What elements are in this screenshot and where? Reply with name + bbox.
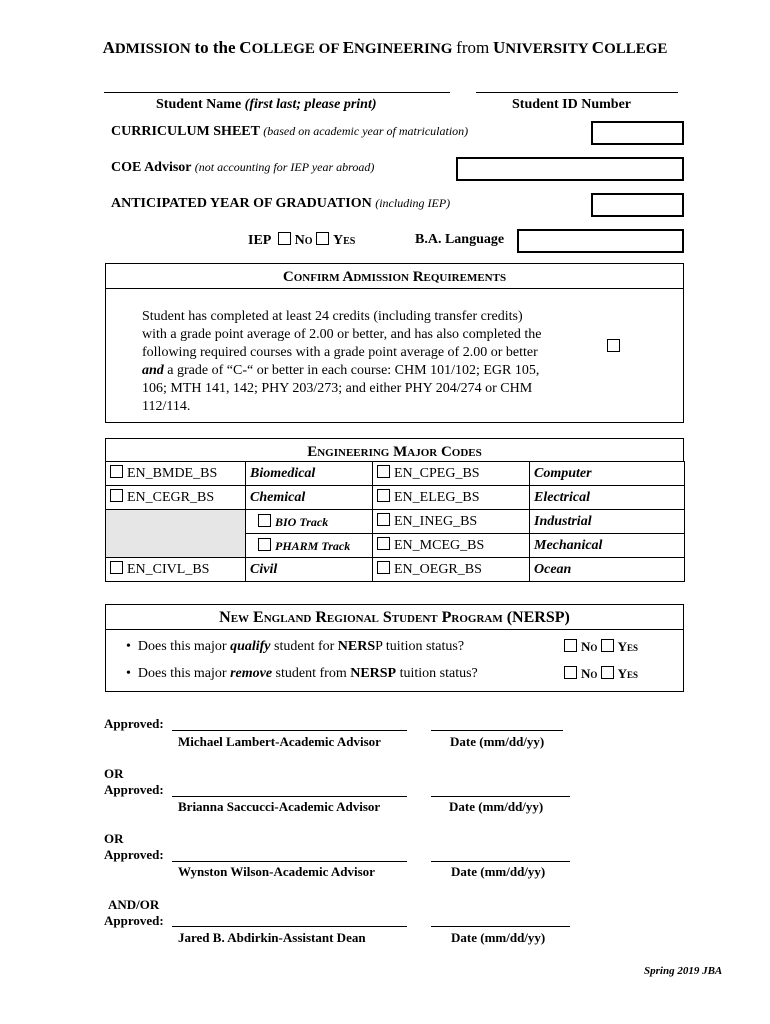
table-row [106,462,685,486]
codes-header-box [105,438,684,461]
or-label: OR [104,766,124,781]
date-line[interactable] [431,796,570,797]
code-cell: EN_BMDE_BS [106,462,246,486]
table-row [106,510,685,534]
footer-note: Spring 2019 JBA [644,965,723,977]
code-checkbox[interactable] [110,561,123,574]
code-checkbox[interactable] [110,489,123,502]
student-id-line[interactable] [476,92,678,93]
codes-table [105,461,685,582]
nersp-panel [105,604,684,692]
major-cell: Biomedical [246,462,373,486]
code-cell: EN_CPEG_BS [373,462,530,486]
date-line[interactable] [431,730,563,731]
date-label: Date (mm/dd/yy) [451,864,546,879]
graduation-field[interactable] [591,193,684,217]
iep-label: IEP [248,233,271,248]
student-name-label: Student Name (first last; please print) [156,97,377,112]
shaded-cell [106,510,246,558]
code-checkbox[interactable] [110,465,123,478]
curriculum-field[interactable] [591,121,684,145]
code-cell: EN_ELEG_BS [373,486,530,510]
page-title: ADMISSION to the COLLEGE OF ENGINEERING from UNIVERSITY COLLEGE [102,38,668,57]
iep-yes-label: Yes [332,233,356,248]
coe-advisor-field[interactable] [456,157,684,181]
code-cell: EN_CIVL_BS [106,558,246,582]
major-cell: Electrical [530,486,685,510]
code-cell: EN_OEGR_BS [373,558,530,582]
signer-name: Michael Lambert-Academic Advisor [178,734,381,749]
major-cell: Computer [530,462,685,486]
major-cell: Mechanical [530,534,685,558]
track-checkbox[interactable] [258,514,271,527]
nersp-header: New England Regional Student Program (NERSP) [106,605,683,630]
table-row [106,486,685,510]
signature-line[interactable] [172,861,407,862]
track-cell: BIO Track [246,510,373,534]
signature-line[interactable] [172,926,407,927]
or-label: OR [104,831,124,846]
curriculum-label: CURRICULUM SHEET (based on academic year of matriculation) [111,124,469,139]
admission-header: Confirm Admission Requirements [106,264,683,289]
date-line[interactable] [431,861,570,862]
nersp-qualify-options: No Yes [564,639,638,655]
date-label: Date (mm/dd/yy) [450,734,545,749]
iep-no-label: No [294,233,313,248]
nersp-remove-options: No Yes [564,666,638,682]
approved-label: Approved: [104,847,164,862]
iep-row [248,232,355,249]
code-cell: EN_MCEG_BS [373,534,530,558]
date-label: Date (mm/dd/yy) [449,799,544,814]
signature-line[interactable] [172,730,407,731]
admission-panel [105,263,684,423]
student-name-line[interactable] [104,92,450,93]
nersp-question-remove: • Does this major remove student from NERSP tuition status? [126,666,478,681]
qualify-yes-checkbox[interactable] [601,639,614,652]
table-row [106,558,685,582]
remove-yes-checkbox[interactable] [601,666,614,679]
code-checkbox[interactable] [377,537,390,550]
date-line[interactable] [431,926,570,927]
coe-advisor-label: COE Advisor (not accounting for IEP year abroad) [111,160,375,175]
admission-confirm-checkbox[interactable] [607,339,620,352]
major-cell: Ocean [530,558,685,582]
signature-line[interactable] [172,796,407,797]
track-checkbox[interactable] [258,538,271,551]
approved-label: Approved: [104,913,164,928]
code-checkbox[interactable] [377,561,390,574]
nersp-question-qualify: • Does this major qualify student for NERSP tuition status? [126,639,465,654]
major-cell: Industrial [530,510,685,534]
ba-language-label: B.A. Language [415,232,505,247]
code-cell: EN_CEGR_BS [106,486,246,510]
qualify-no-checkbox[interactable] [564,639,577,652]
and-or-label: AND/OR [108,897,160,912]
codes-header: Engineering Major Codes [307,444,482,460]
iep-yes-checkbox[interactable] [316,232,329,245]
major-cell: Chemical [246,486,373,510]
signer-name: Jared B. Abdirkin-Assistant Dean [178,930,366,945]
code-checkbox[interactable] [377,489,390,502]
code-cell: EN_INEG_BS [373,510,530,534]
admission-text: Student has completed at least 24 credits (including transfer credits) with a grade point average of 2.00 or better, and has also completed the following required courses with a grade point average of 2.00 or better and a grade of “C-“ or better in each course: CHM 101/102; EGR 105, 106; MTH 141, 142; PHY 203/273; and either PHY 204/274 or CHM 112/114. [142,309,542,414]
approved-label: Approved: [104,782,164,797]
student-id-label: Student ID Number [512,97,632,112]
graduation-label: ANTICIPATED YEAR OF GRADUATION (including IEP) [111,196,451,211]
code-checkbox[interactable] [377,465,390,478]
major-cell: Civil [246,558,373,582]
remove-no-checkbox[interactable] [564,666,577,679]
iep-no-checkbox[interactable] [278,232,291,245]
signer-name: Brianna Saccucci-Academic Advisor [178,799,381,814]
ba-language-field[interactable] [517,229,684,253]
approved-label: Approved: [104,716,164,731]
track-cell: PHARM Track [246,534,373,558]
code-checkbox[interactable] [377,513,390,526]
signer-name: Wynston Wilson-Academic Advisor [178,864,375,879]
date-label: Date (mm/dd/yy) [451,930,546,945]
